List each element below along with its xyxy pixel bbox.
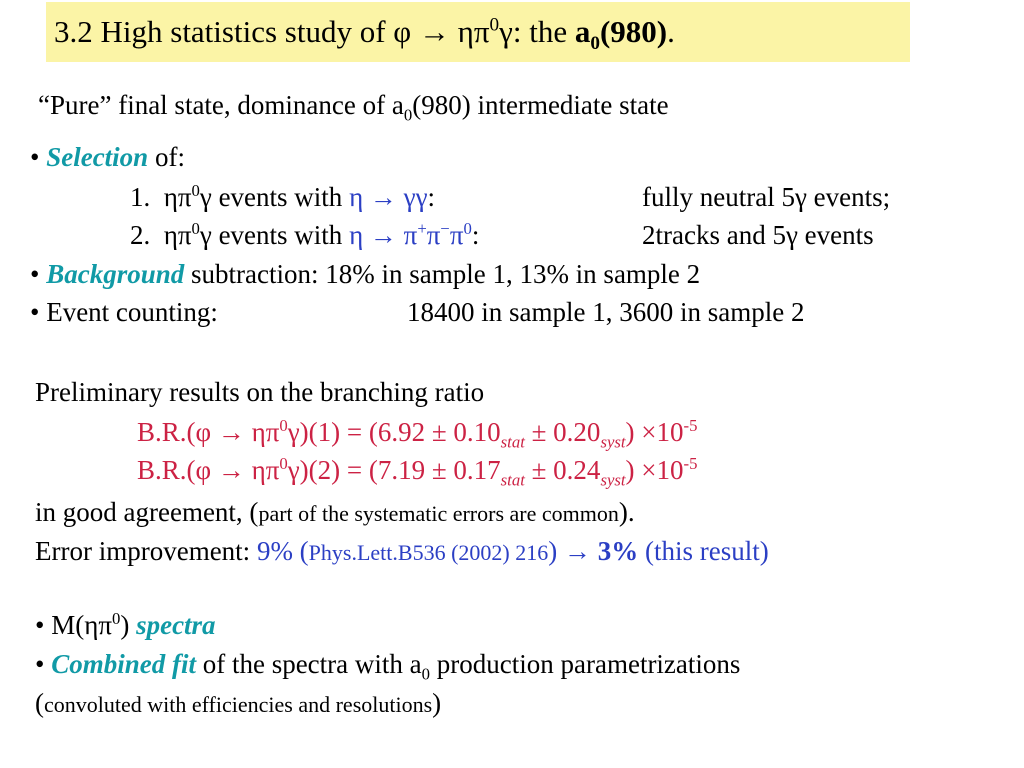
br-post: ) ×10 (625, 455, 684, 485)
item-colon: : (427, 182, 436, 212)
counting-label: Event counting: (46, 297, 218, 327)
item-decay: η → γγ (349, 182, 428, 212)
item-sup: 0 (191, 219, 200, 238)
title-prefix: 3.2 High statistics study of φ → ηπ (54, 14, 490, 49)
title-gamma: γ: the (499, 14, 575, 49)
br-mid2: ± 0.24 (524, 455, 601, 485)
subtitle-text2: (980) intermediate state (412, 90, 669, 120)
item-colon: : (471, 220, 480, 250)
decay-part-a: η → π (349, 220, 418, 250)
br-stat: stat (500, 432, 525, 452)
br-result-2 (137, 453, 698, 490)
item-number: 2. (130, 220, 151, 250)
selection-item-2-desc: 2tracks and 5γ events (642, 220, 874, 250)
fit-note-text: convoluted with efficiencies and resolutions (44, 692, 433, 717)
counting-bullet (30, 295, 218, 329)
selection-item-1 (130, 180, 435, 214)
selection-rest: of: (148, 142, 185, 172)
br-mid: γ)(1) = (6.92 ± 0.10 (287, 417, 501, 447)
item-sup: 0 (191, 181, 200, 200)
br-post: ) ×10 (625, 417, 684, 447)
br-mid2: ± 0.20 (524, 417, 601, 447)
selection-keyword: Selection (46, 142, 149, 172)
fit-rest-b: production parametrizations (430, 649, 741, 679)
title-period: . (667, 14, 675, 49)
error-new: 3% (597, 536, 639, 566)
title-sup: 0 (489, 14, 500, 36)
fit-bullet (35, 647, 741, 684)
spectra-m-close: ) (120, 610, 137, 640)
error-pct-b: ) → (548, 536, 598, 566)
fit-paren-open: ( (35, 688, 44, 718)
agreement-a: in good agreement, ( (35, 497, 259, 527)
fit-paren-close: ) (432, 688, 442, 718)
selection-item-1-desc: fully neutral 5γ events; (642, 182, 891, 212)
br-sup: 0 (279, 454, 288, 473)
decay-part-c: π (449, 220, 464, 250)
error-reference: Phys.Lett.B536 (2002) 216 (308, 540, 549, 565)
decay-sup3: 0 (463, 219, 472, 238)
fit-rest-a: of the spectra with a (195, 649, 422, 679)
agreement-b: ). (618, 497, 635, 527)
br-exp: -5 (683, 454, 698, 473)
br-exp: -5 (683, 416, 698, 435)
item-number: 1. (130, 182, 151, 212)
background-rest: subtraction: 18% in sample 1, 13% in sample 2 (184, 259, 701, 289)
br-pre: B.R.(φ → ηπ (137, 455, 280, 485)
subtitle-sub: 0 (403, 105, 413, 125)
bullet: • (35, 610, 45, 640)
spectra-keyword: spectra (136, 610, 216, 640)
selection-bullet (30, 140, 185, 174)
item-events: γ events with (199, 220, 350, 250)
counting-value: 18400 in sample 1, 3600 in sample 2 (407, 297, 805, 327)
fit-note (35, 686, 441, 722)
br-pre: B.R.(φ → ηπ (137, 417, 280, 447)
bullet: • (30, 259, 40, 289)
subtitle-text1: “Pure” final state, dominance of a (38, 90, 404, 120)
br-syst: syst (600, 470, 626, 490)
decay-sup1: + (417, 219, 427, 238)
br-sup: 0 (279, 416, 288, 435)
selection-item-2 (130, 218, 479, 252)
results-intro: Preliminary results on the branching ratio (35, 377, 485, 407)
error-values (257, 536, 769, 566)
background-keyword: Background (46, 259, 185, 289)
bullet: • (30, 142, 40, 172)
background-bullet (30, 257, 700, 291)
br-syst: syst (600, 432, 626, 452)
error-pct-a: 9% ( (256, 536, 309, 566)
item-eta-pi: ηπ (163, 182, 192, 212)
item-events: γ events with (199, 182, 350, 212)
fit-keyword: Combined fit (51, 649, 196, 679)
agreement-line (35, 495, 635, 531)
decay-sup2: − (440, 219, 450, 238)
subtitle (38, 88, 669, 125)
br-stat: stat (500, 470, 525, 490)
item-eta-pi: ηπ (163, 220, 192, 250)
agreement-small: part of the systematic errors are common (258, 501, 619, 526)
spectra-m-label: M(ηπ (44, 610, 112, 640)
fit-sub: 0 (421, 664, 431, 684)
bullet: • (35, 649, 45, 679)
br-result-1 (137, 415, 698, 452)
spectra-m-sup: 0 (111, 609, 121, 628)
bullet: • (30, 297, 40, 327)
error-improvement-line (35, 534, 769, 570)
title-a0: a (574, 14, 591, 49)
spectra-bullet (35, 608, 216, 642)
slide-title (46, 2, 910, 62)
item-decay (349, 220, 472, 250)
error-tail: (this result) (638, 536, 769, 566)
decay-part-b: π (426, 220, 441, 250)
title-a0-sub: 0 (590, 33, 600, 55)
br-mid: γ)(2) = (7.19 ± 0.17 (287, 455, 501, 485)
title-a0-mass: (980) (599, 14, 668, 49)
error-label: Error improvement: (35, 536, 257, 566)
